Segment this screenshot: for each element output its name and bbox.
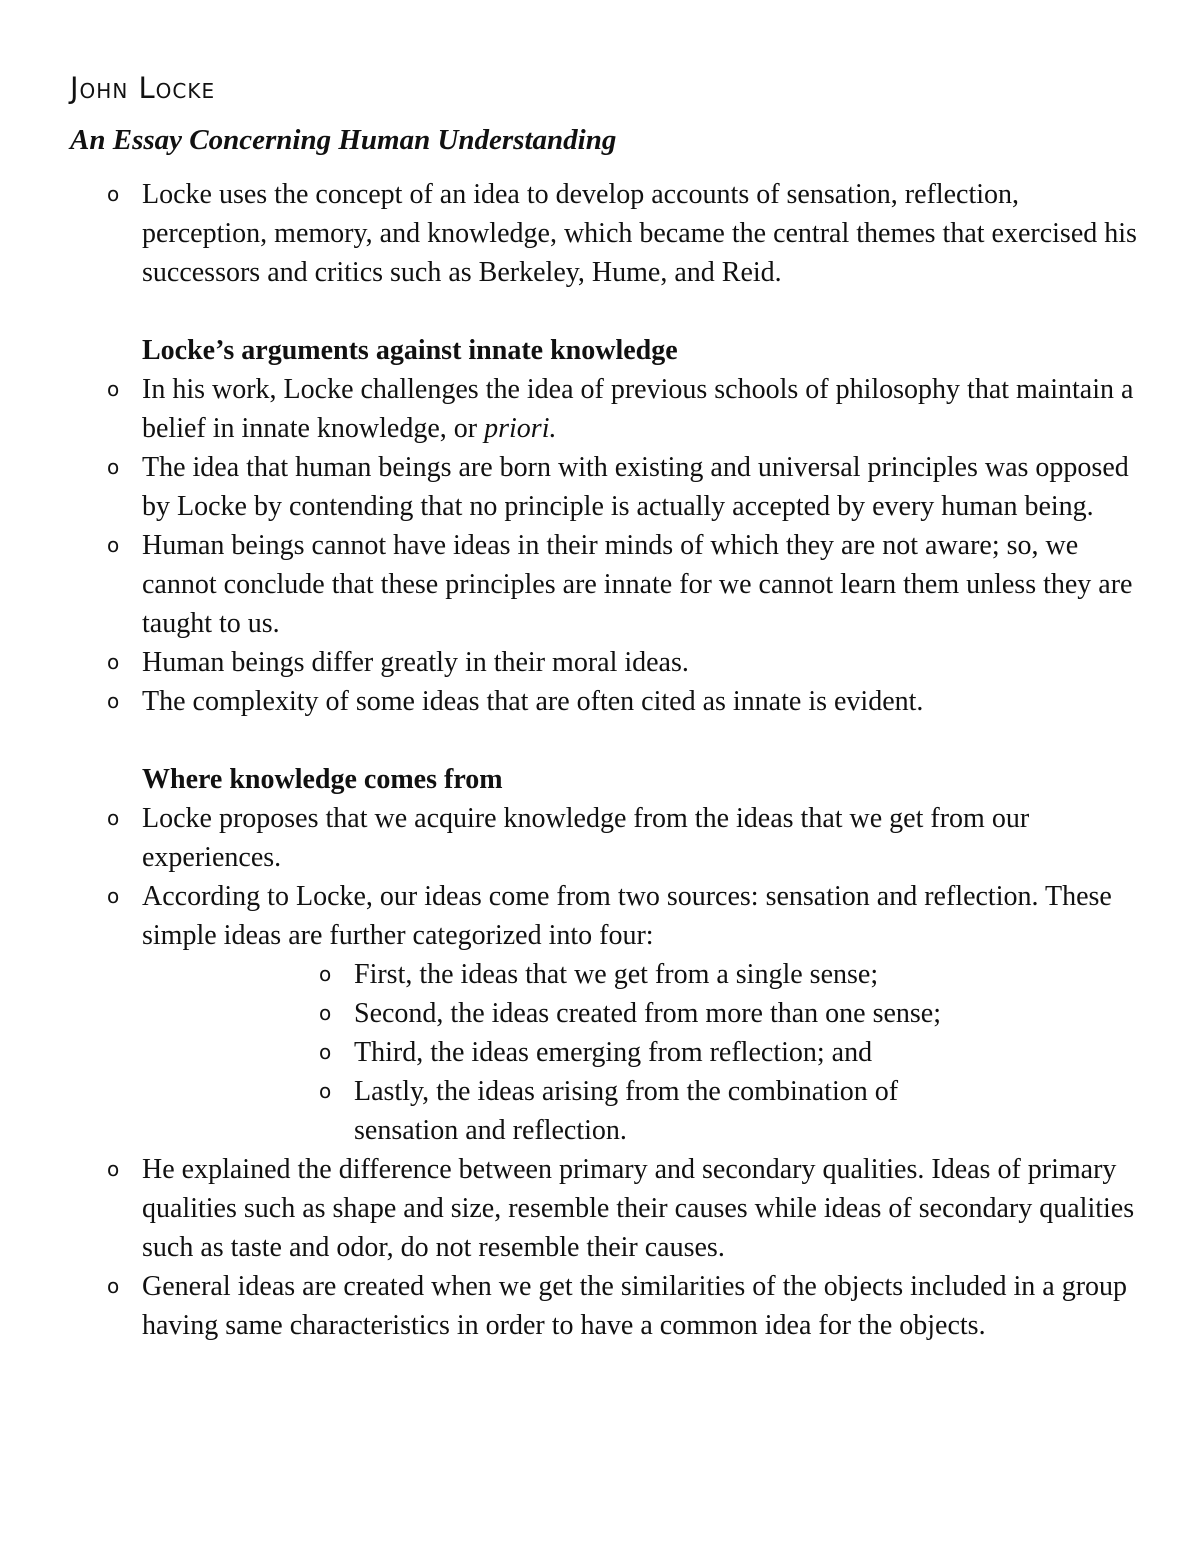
section-heading: Where knowledge comes from	[142, 764, 503, 795]
list-item	[0, 1267, 1200, 1345]
bullet-icon: o	[319, 962, 332, 986]
list-item-text: Locke proposes that we acquire knowledge from the ideas that we get from our experiences.	[142, 803, 1030, 873]
list-item	[0, 877, 1200, 1150]
list-item	[0, 175, 1200, 292]
sub-list	[142, 955, 1138, 1150]
bullet-icon: o	[107, 533, 120, 557]
list-item-text: Human beings cannot have ideas in their minds of which they are not aware; so, we cannot conclude that these principles are innate for we cannot learn them unless they are taught to us.	[142, 530, 1133, 639]
bullet-icon: o	[107, 455, 120, 479]
sub-list-item-text: Lastly, the ideas arising from the combination of sensation and reflection.	[354, 1076, 899, 1146]
list-item-text: The idea that human beings are born with existing and universal principles was opposed by Locke by contending that no principle is actually accepted by every human being.	[142, 452, 1129, 522]
sub-list-item	[142, 955, 1138, 994]
list-item-text: In his work, Locke challenges the idea of previous schools of philosophy that maintain a belief in innate knowledge, or	[142, 374, 1134, 444]
bullet-icon: o	[319, 1001, 332, 1025]
author-name: John Locke	[70, 71, 216, 105]
spacer	[0, 721, 1200, 760]
bullet-icon: o	[319, 1040, 332, 1064]
list-item-text: Locke uses the concept of an idea to develop accounts of sensation, reflection, perception, memory, and knowledge, which became the central themes that exercised his successors and critics such as Berkeley, Hume, and Reid.	[142, 179, 1137, 288]
bullet-icon: o	[107, 1157, 120, 1181]
section-heading: Locke’s arguments against innate knowledge	[142, 335, 678, 366]
list-item	[0, 682, 1200, 721]
list-item-text: Human beings differ greatly in their moral ideas.	[142, 647, 689, 678]
list-item	[0, 643, 1200, 682]
list-item	[0, 448, 1200, 526]
document-title: An Essay Concerning Human Understanding	[70, 124, 617, 156]
list-item-text: General ideas are created when we get the similarities of the objects included in a group having same characteristics in order to have a common idea for the objects.	[142, 1271, 1128, 1341]
bullet-icon: o	[107, 650, 120, 674]
list-item	[0, 526, 1200, 643]
sub-list-item	[142, 1072, 1138, 1150]
list-item-text: He explained the difference between primary and secondary qualities. Ideas of primary qualities such as shape and size, resemble their causes while ideas of secondary qualities such as taste and odor, do not resemble their causes.	[142, 1154, 1135, 1263]
sub-list-item-text: First, the ideas that we get from a single sense;	[354, 959, 879, 990]
bullet-icon: o	[107, 377, 120, 401]
bullet-icon: o	[107, 884, 120, 908]
spacer	[0, 292, 1200, 331]
list-item	[0, 799, 1200, 877]
bullet-icon: o	[107, 182, 120, 206]
sub-list-item-text: Third, the ideas emerging from reflection; and	[354, 1037, 873, 1068]
section-list	[0, 799, 1200, 1345]
document-body	[0, 175, 1200, 1345]
bullet-icon: o	[319, 1079, 332, 1103]
section-list	[0, 370, 1200, 721]
bullet-icon: o	[107, 689, 120, 713]
sub-list-item-text: Second, the ideas created from more than one sense;	[354, 998, 942, 1029]
list-item-italic-text: priori.	[484, 413, 557, 444]
bullet-icon: o	[107, 806, 120, 830]
sub-list-item	[142, 994, 1138, 1033]
list-item	[0, 370, 1200, 448]
intro-list	[0, 175, 1200, 292]
list-item	[0, 1150, 1200, 1267]
sub-list-item	[142, 1033, 1138, 1072]
list-item-text: The complexity of some ideas that are often cited as innate is evident.	[142, 686, 924, 717]
bullet-icon: o	[107, 1274, 120, 1298]
list-item-text: According to Locke, our ideas come from two sources: sensation and reflection. These simple ideas are further categorized into four:	[142, 881, 1112, 951]
